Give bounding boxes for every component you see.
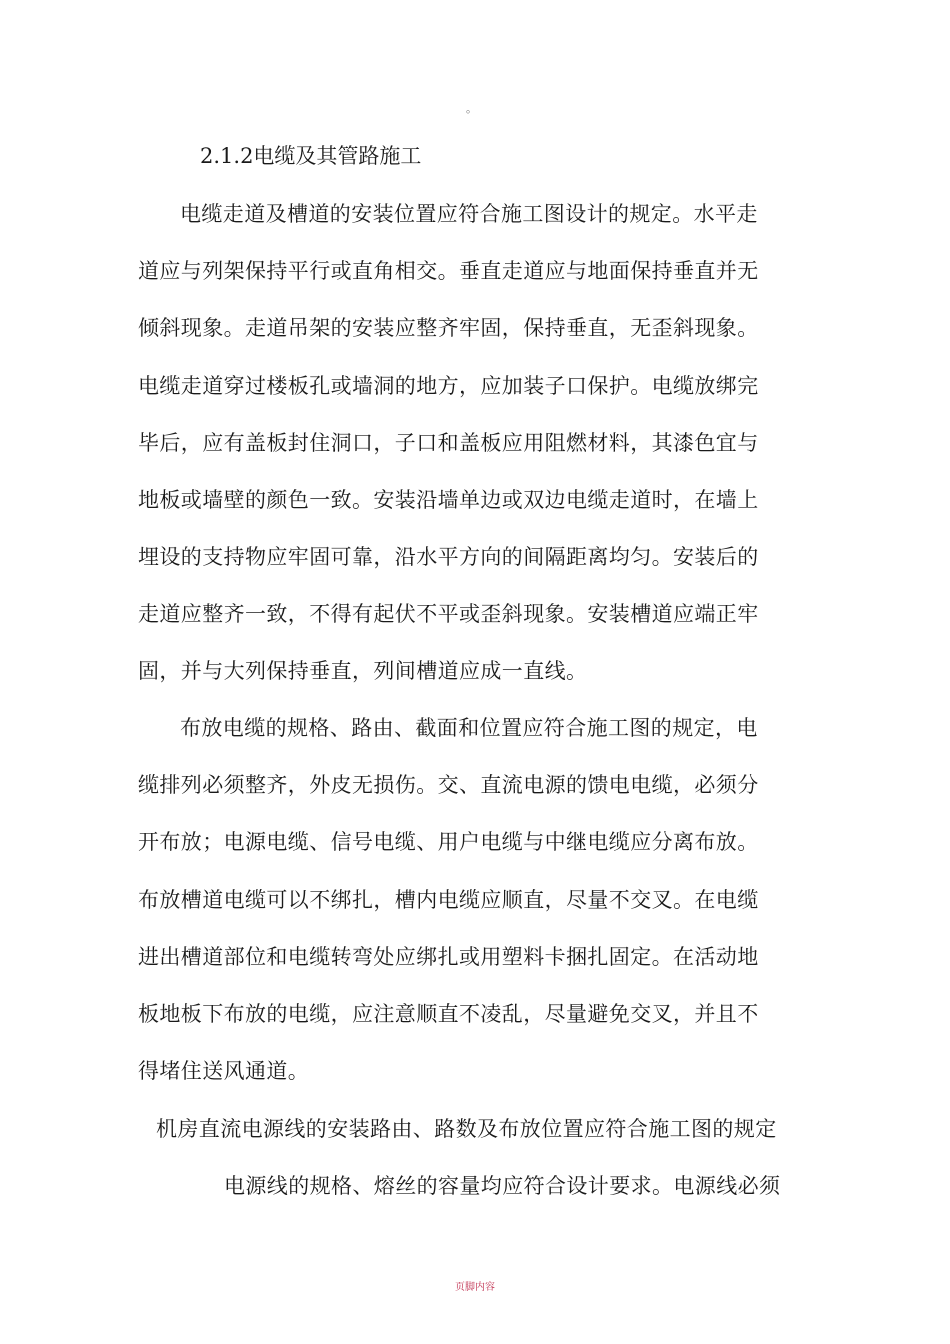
body-line: 道应与列架保持平行或直角相交。垂直走道应与地面保持垂直并无 (138, 259, 759, 283)
body-line: 电缆走道及槽道的安装位置应符合施工图设计的规定。水平走 (180, 202, 758, 226)
header-mark: 。 (466, 102, 477, 115)
body-line: 得堵住送风通道。 (138, 1059, 310, 1083)
body-line: 机房直流电源线的安装路由、路数及布放位置应符合施工图的规定 (156, 1117, 777, 1141)
page-footer: 页脚内容 (455, 1282, 495, 1293)
section-heading: 2.1.2电缆及其管路施工 (200, 144, 422, 168)
body-line: 板地板下布放的电缆，应注意顺直不凌乱，尽量避免交叉，并且不 (138, 1002, 759, 1026)
body-line: 倾斜现象。走道吊架的安装应整齐牢固，保持垂直，无歪斜现象。 (138, 316, 759, 340)
body-line: 走道应整齐一致，不得有起伏不平或歪斜现象。安装槽道应端正牢 (138, 602, 759, 626)
body-line: 电缆走道穿过楼板孔或墙洞的地方，应加装子口保护。电缆放绑完 (138, 374, 759, 398)
body-line: 电源线的规格、熔丝的容量均应符合设计要求。电源线必须 (224, 1174, 781, 1198)
body-line: 毕后，应有盖板封住洞口，子口和盖板应用阻燃材料，其漆色宜与 (138, 431, 759, 455)
body-line: 布放电缆的规格、路由、截面和位置应符合施工图的规定，电 (180, 716, 758, 740)
body-line: 埋设的支持物应牢固可靠，沿水平方向的间隔距离均匀。安装后的 (138, 545, 759, 569)
body-line: 进出槽道部位和电缆转弯处应绑扎或用塑料卡捆扎固定。在活动地 (138, 945, 759, 969)
body-line: 地板或墙壁的颜色一致。安装沿墙单边或双边电缆走道时，在墙上 (138, 488, 759, 512)
body-line: 固，并与大列保持垂直，列间槽道应成一直线。 (138, 659, 588, 683)
body-line: 开布放；电源电缆、信号电缆、用户电缆与中继电缆应分离布放。 (138, 830, 759, 854)
body-line: 布放槽道电缆可以不绑扎，槽内电缆应顺直，尽量不交叉。在电缆 (138, 888, 759, 912)
body-line: 缆排列必须整齐，外皮无损伤。交、直流电源的馈电电缆，必须分 (138, 773, 759, 797)
